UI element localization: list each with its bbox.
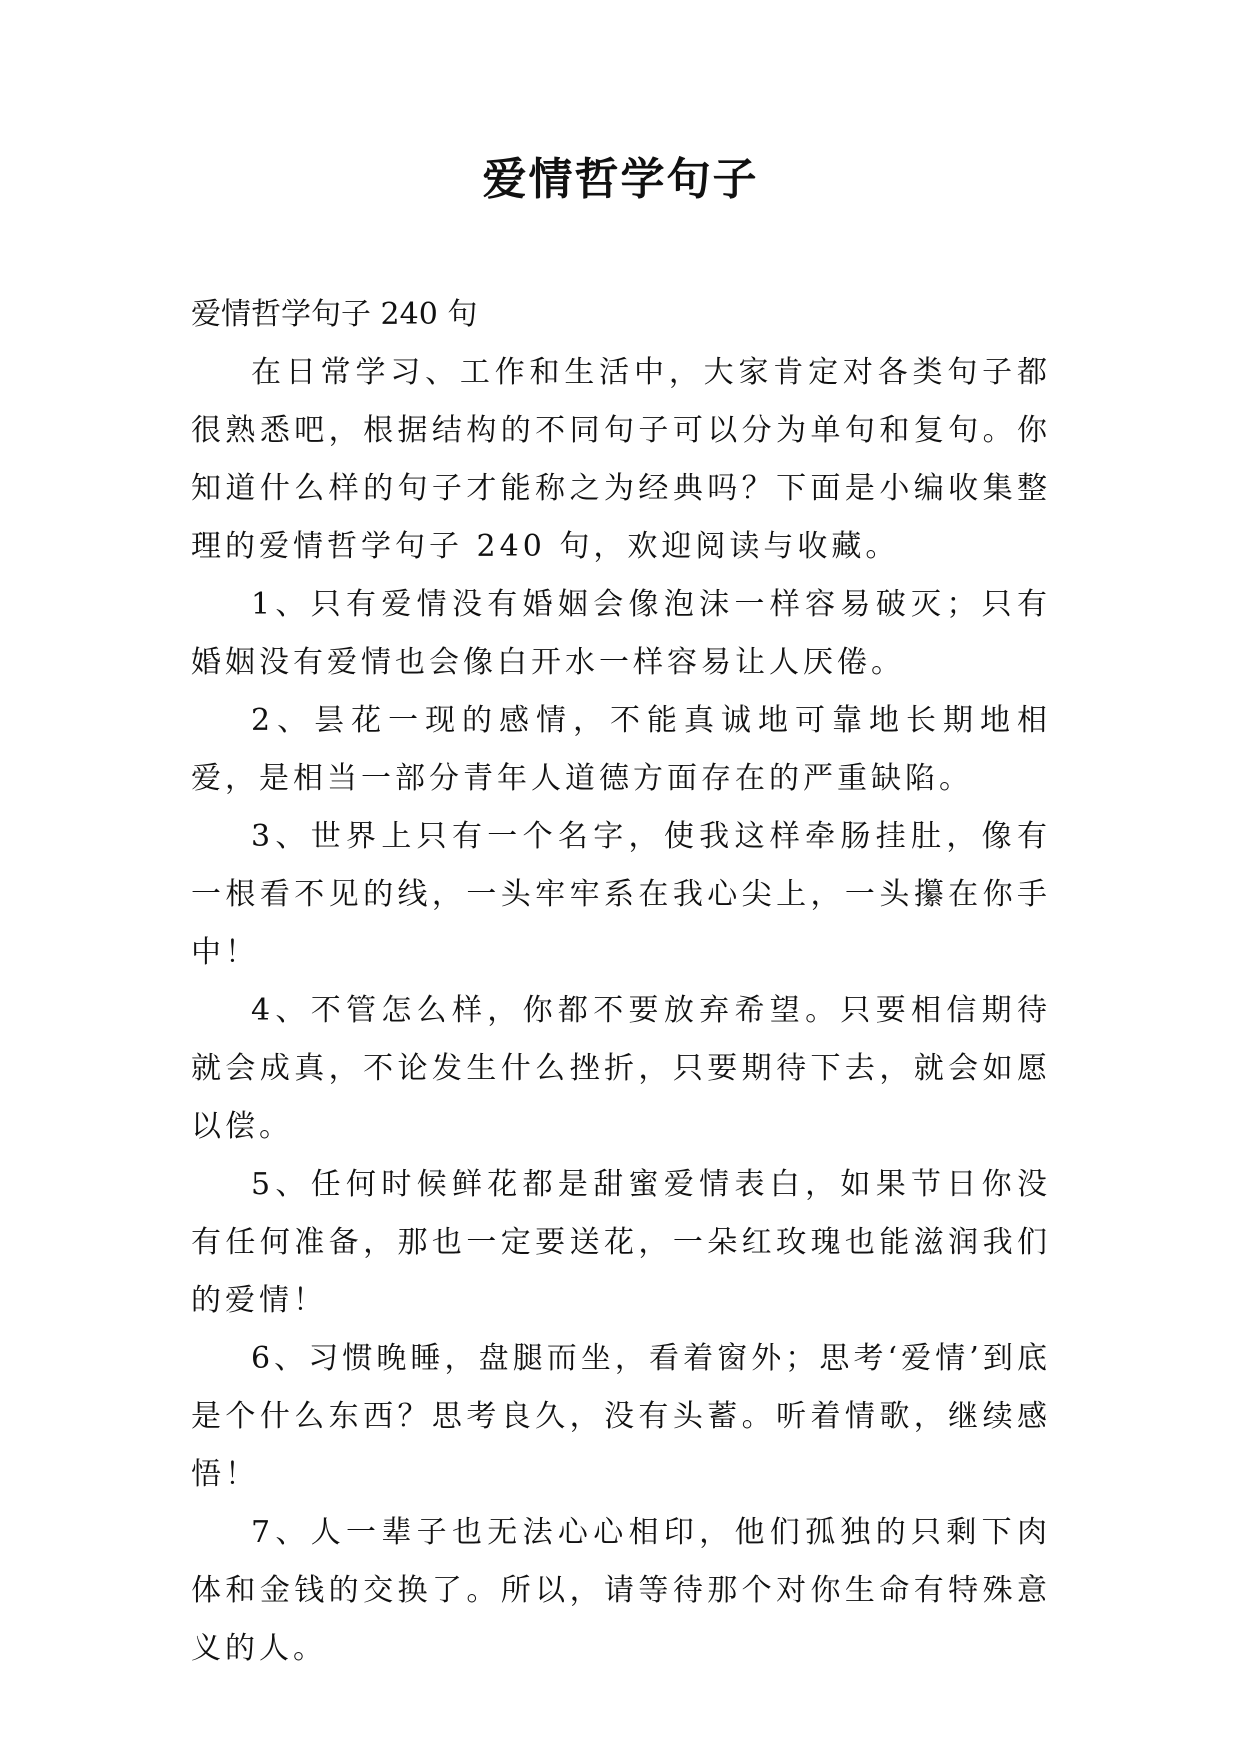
quote-paragraph-4: 4、不管怎么样，你都不要放弃希望。只要相信期待就会成真，不论发生什么挫折，只要期待下去，就会如愿以偿。 [191,993,1051,1144]
quote-paragraph-5: 5、任何时候鲜花都是甜蜜爱情表白，如果节日你没有任何准备，那也一定要送花，一朵红玫瑰也能滋润我们的爱情！ [191,1167,1051,1318]
document-title: 爱情哲学句子 [482,154,759,205]
quote-paragraph-7: 7、人一辈子也无法心心相印，他们孤独的只剩下肉体和金钱的交换了。所以，请等待那个对你生命有特殊意义的人。 [191,1515,1051,1666]
quote-paragraph-2: 2、昙花一现的感情，不能真诚地可靠地长期地相爱，是相当一部分青年人道德方面存在的严重缺陷。 [191,703,1051,796]
quote-paragraph-1: 1、只有爱情没有婚姻会像泡沫一样容易破灭；只有婚姻没有爱情也会像白开水一样容易让人厌倦。 [191,587,1051,680]
intro-paragraph: 在日常学习、工作和生活中，大家肯定对各类句子都很熟悉吧，根据结构的不同句子可以分为单句和复句。你知道什么样的句子才能称之为经典吗？下面是小编收集整理的爱情哲学句子 240 句，欢迎阅读与收藏。 [191,355,1051,564]
quote-paragraph-3: 3、世界上只有一个名字，使我这样牵肠挂肚，像有一根看不见的线，一头牢牢系在我心尖上，一头攥在你手中！ [191,819,1051,970]
document-subtitle: 爱情哲学句子 240 句 [191,297,478,332]
document-body [191,286,1051,1678]
quote-paragraph-6: 6、习惯晚睡，盘腿而坐，看着窗外；思考‘爱情’到底是个什么东西？思考良久，没有头蓄。听着情歌，继续感悟！ [191,1341,1051,1492]
